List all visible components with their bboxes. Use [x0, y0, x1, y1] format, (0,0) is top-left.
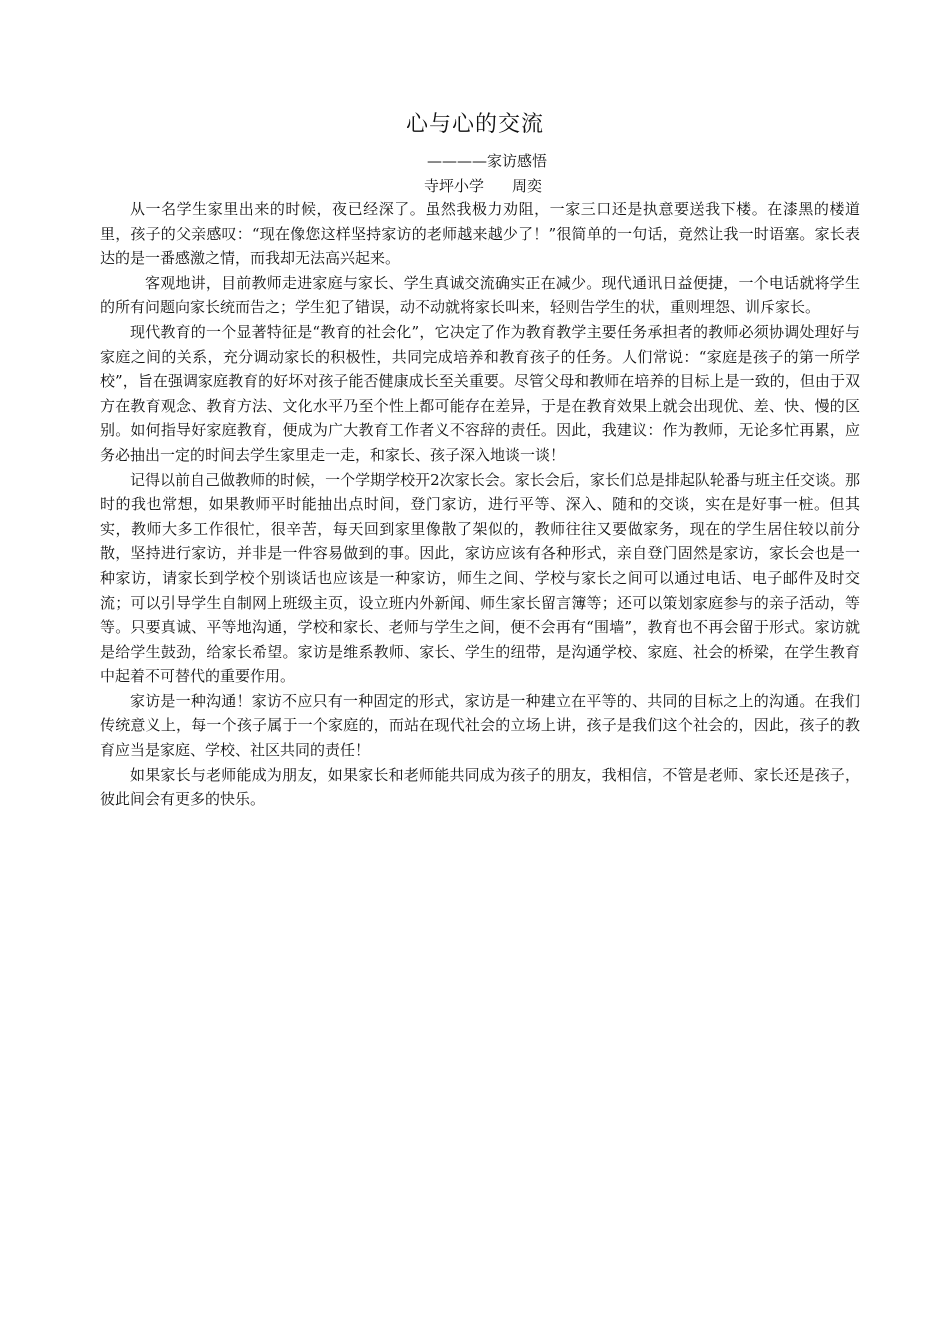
paragraph: 现代教育的一个显著特征是“教育的社会化”，它决定了作为教育教学主要任务承担者的教师必须协调处理好与家庭之间的关系，充分调动家长的积极性，共同完成培养和教育孩子的任务。人们常说：“家庭是孩子的第一所学校”，旨在强调家庭教育的好坏对孩子能否健康成长至关重要。尽管父母和教师在培养的目标上是一致的，但由于双方在教育观念、教育方法、文化水平乃至个性上都可能存在差异，于是在教育效果上就会出现优、差、快、慢的区别。如何指导好家庭教育，便成为广大教育工作者义不容辞的责任。因此，我建议：作为教师，无论多忙再累，应务必抽出一定的时间去学生家里走一走，和家长、孩子深入地谈一谈！ [100, 322, 860, 464]
subtitle-text: ————家访感悟 [426, 152, 547, 170]
paragraph: 客观地讲，目前教师走进家庭与家长、学生真诚交流确实正在减少。现代通讯日益便捷，一个电话就将学生的所有问题向家长统而告之；学生犯了错误，动不动就将家长叫来，轻则告学生的状，重则埋怨、训斥家长。 [100, 273, 860, 317]
author-name: 周奕 [512, 177, 543, 195]
paragraph: 记得以前自己做教师的时候，一个学期学校开2次家长会。家长会后，家长们总是排起队轮番与班主任交谈。那时的我也常想，如果教师平时能抽出点时间，登门家访，进行平等、深入、随和的交谈，实在是好事一桩。但其实，教师大多工作很忙，很辛苦，每天回到家里像散了架似的，教师往往又要做家务，现在的学生居住较以前分散，坚持进行家访，并非是一件容易做到的事。因此，家访应该有各种形式，亲自登门固然是家访，家长会也是一种家访，请家长到学校个别谈话也应该是一种家访，师生之间、学校与家长之间可以通过电话、电子邮件及时交流；可以引导学生自制网上班级主页，设立班内外新闻、师生家长留言簿等；还可以策划家庭参与的亲子活动，等等。只要真诚、平等地沟通，学校和家长、老师与学生之间，便不会再有“围墙”，教育也不再会留于形式。家访就是给学生鼓劲，给家长希望。家访是维系教师、家长、学生的纽带，是沟通学校、家庭、社会的桥梁，在学生教育中起着不可替代的重要作用。 [100, 470, 860, 686]
article-body [100, 197, 860, 812]
school-name: 寺坪小学 [423, 177, 484, 195]
paragraph: 如果家长与老师能成为朋友，如果家长和老师能共同成为孩子的朋友，我相信，不管是老师、家长还是孩子，彼此间会有更多的快乐。 [100, 765, 860, 809]
paragraph: 家访是一种沟通！家访不应只有一种固定的形式，家访是一种建立在平等的、共同的目标之上的沟通。在我们传统意义上，每一个孩子属于一个家庭的，而站在现代社会的立场上讲，孩子是我们这个社会的，因此，孩子的教育应当是家庭、学校、社区共同的责任！ [100, 691, 860, 760]
author-line-inner [424, 177, 542, 195]
author-line [0, 175, 950, 197]
paragraph: 从一名学生家里出来的时候，夜已经深了。虽然我极力劝阻，一家三口还是执意要送我下楼。在漆黑的楼道里，孩子的父亲感叹：“现在像您这样坚持家访的老师越来越少了！”很简单的一句话，竟然让我一时语塞。家长表达的是一番感激之情，而我却无法高兴起来。 [100, 200, 860, 268]
document-title: 心与心的交流 [405, 112, 544, 137]
document-subtitle [0, 150, 950, 172]
